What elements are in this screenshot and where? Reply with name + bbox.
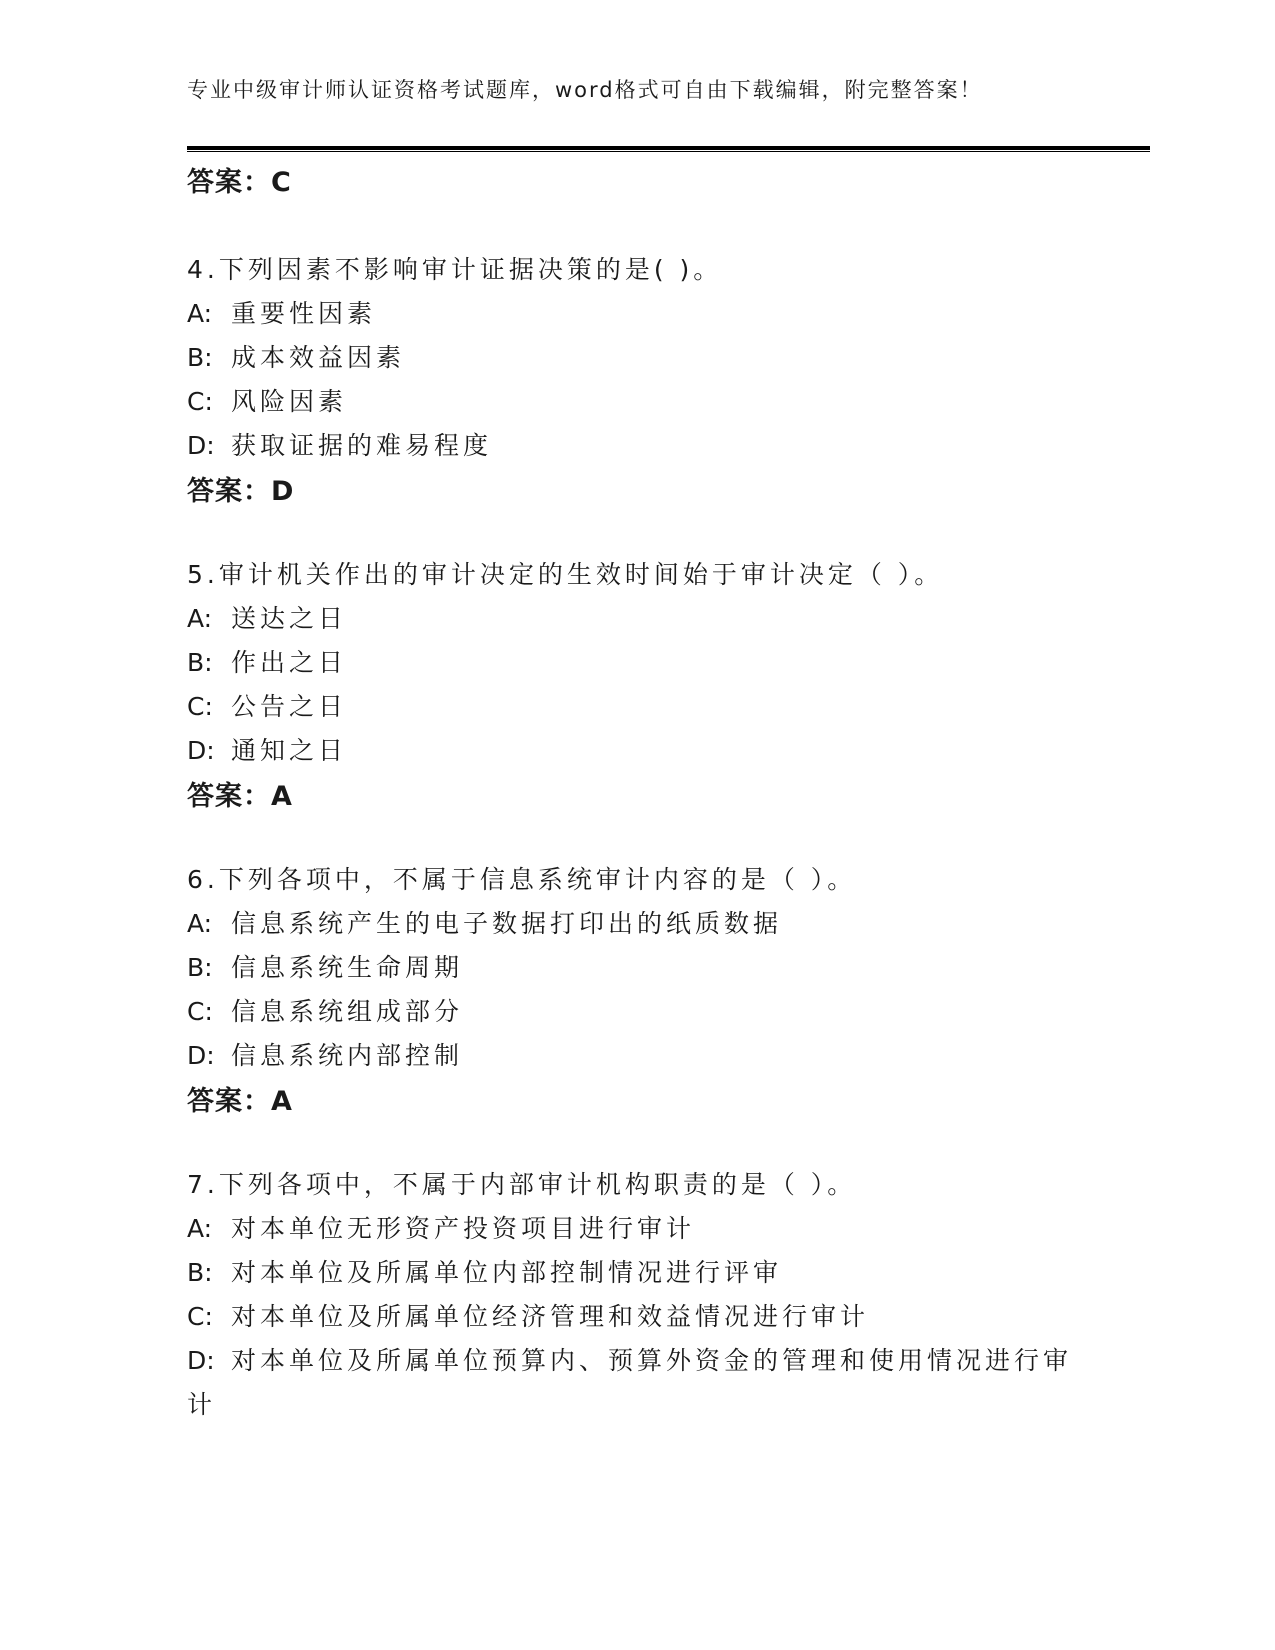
option-key: C: bbox=[187, 997, 213, 1026]
header-rule-thick bbox=[187, 146, 1150, 150]
option-key: C: bbox=[187, 1302, 213, 1331]
option-c bbox=[187, 382, 347, 418]
option-key: D: bbox=[187, 736, 215, 765]
question-stem: 4.下列因素不影响审计证据决策的是( )。 bbox=[187, 255, 723, 284]
option-b bbox=[187, 1253, 782, 1289]
option-text: 作出之日 bbox=[231, 648, 348, 677]
question-stem: 6.下列各项中，不属于信息系统审计内容的是（ ）。 bbox=[187, 865, 857, 894]
option-key: D: bbox=[187, 1041, 215, 1070]
option-c bbox=[187, 992, 463, 1028]
header-rule-thin bbox=[187, 151, 1150, 152]
option-key: D: bbox=[187, 431, 215, 460]
answer-line: 答案：C bbox=[187, 167, 292, 198]
option-d bbox=[187, 1341, 1072, 1377]
option-text: 通知之日 bbox=[231, 736, 348, 765]
answer-line: 答案：D bbox=[187, 476, 295, 507]
option-continuation: 计 bbox=[187, 1390, 217, 1419]
option-text: 信息系统产生的电子数据打印出的纸质数据 bbox=[231, 909, 783, 938]
option-key: A: bbox=[187, 1214, 213, 1243]
option-text: 信息系统生命周期 bbox=[231, 953, 464, 982]
option-b bbox=[187, 643, 347, 679]
answer-line: 答案：A bbox=[187, 1086, 293, 1117]
question-stem: 7.下列各项中，不属于内部审计机构职责的是（ ）。 bbox=[187, 1170, 857, 1199]
answer-line: 答案：A bbox=[187, 781, 293, 812]
option-text: 成本效益因素 bbox=[231, 343, 406, 372]
option-key: B: bbox=[187, 343, 213, 372]
option-key: B: bbox=[187, 953, 213, 982]
option-text: 对本单位无形资产投资项目进行审计 bbox=[231, 1214, 696, 1243]
option-d bbox=[187, 731, 347, 767]
option-c bbox=[187, 1297, 869, 1333]
option-text: 风险因素 bbox=[231, 387, 348, 416]
option-text: 公告之日 bbox=[231, 692, 348, 721]
option-d bbox=[187, 426, 492, 462]
option-text: 对本单位及所属单位经济管理和效益情况进行审计 bbox=[231, 1302, 870, 1331]
option-key: A: bbox=[187, 604, 213, 633]
option-key: A: bbox=[187, 299, 213, 328]
option-key: B: bbox=[187, 1258, 213, 1287]
option-key: C: bbox=[187, 387, 213, 416]
option-b bbox=[187, 948, 463, 984]
option-key: C: bbox=[187, 692, 213, 721]
option-text: 送达之日 bbox=[231, 604, 348, 633]
option-b bbox=[187, 338, 405, 374]
option-text: 对本单位及所属单位内部控制情况进行评审 bbox=[231, 1258, 783, 1287]
option-text: 对本单位及所属单位预算内、预算外资金的管理和使用情况进行审 bbox=[231, 1346, 1073, 1375]
page-header: 专业中级审计师认证资格考试题库，word格式可自由下载编辑，附完整答案！ bbox=[187, 78, 983, 102]
option-c bbox=[187, 687, 347, 723]
option-key: B: bbox=[187, 648, 213, 677]
option-a bbox=[187, 904, 782, 940]
option-a bbox=[187, 294, 376, 330]
option-key: A: bbox=[187, 909, 213, 938]
option-text: 重要性因素 bbox=[231, 299, 377, 328]
option-a bbox=[187, 599, 347, 635]
option-key: D: bbox=[187, 1346, 215, 1375]
option-a bbox=[187, 1209, 695, 1245]
option-text: 信息系统组成部分 bbox=[231, 997, 464, 1026]
option-text: 信息系统内部控制 bbox=[231, 1041, 464, 1070]
option-d bbox=[187, 1036, 463, 1072]
option-text: 获取证据的难易程度 bbox=[231, 431, 493, 460]
question-stem: 5.审计机关作出的审计决定的生效时间始于审计决定（ ）。 bbox=[187, 560, 944, 589]
